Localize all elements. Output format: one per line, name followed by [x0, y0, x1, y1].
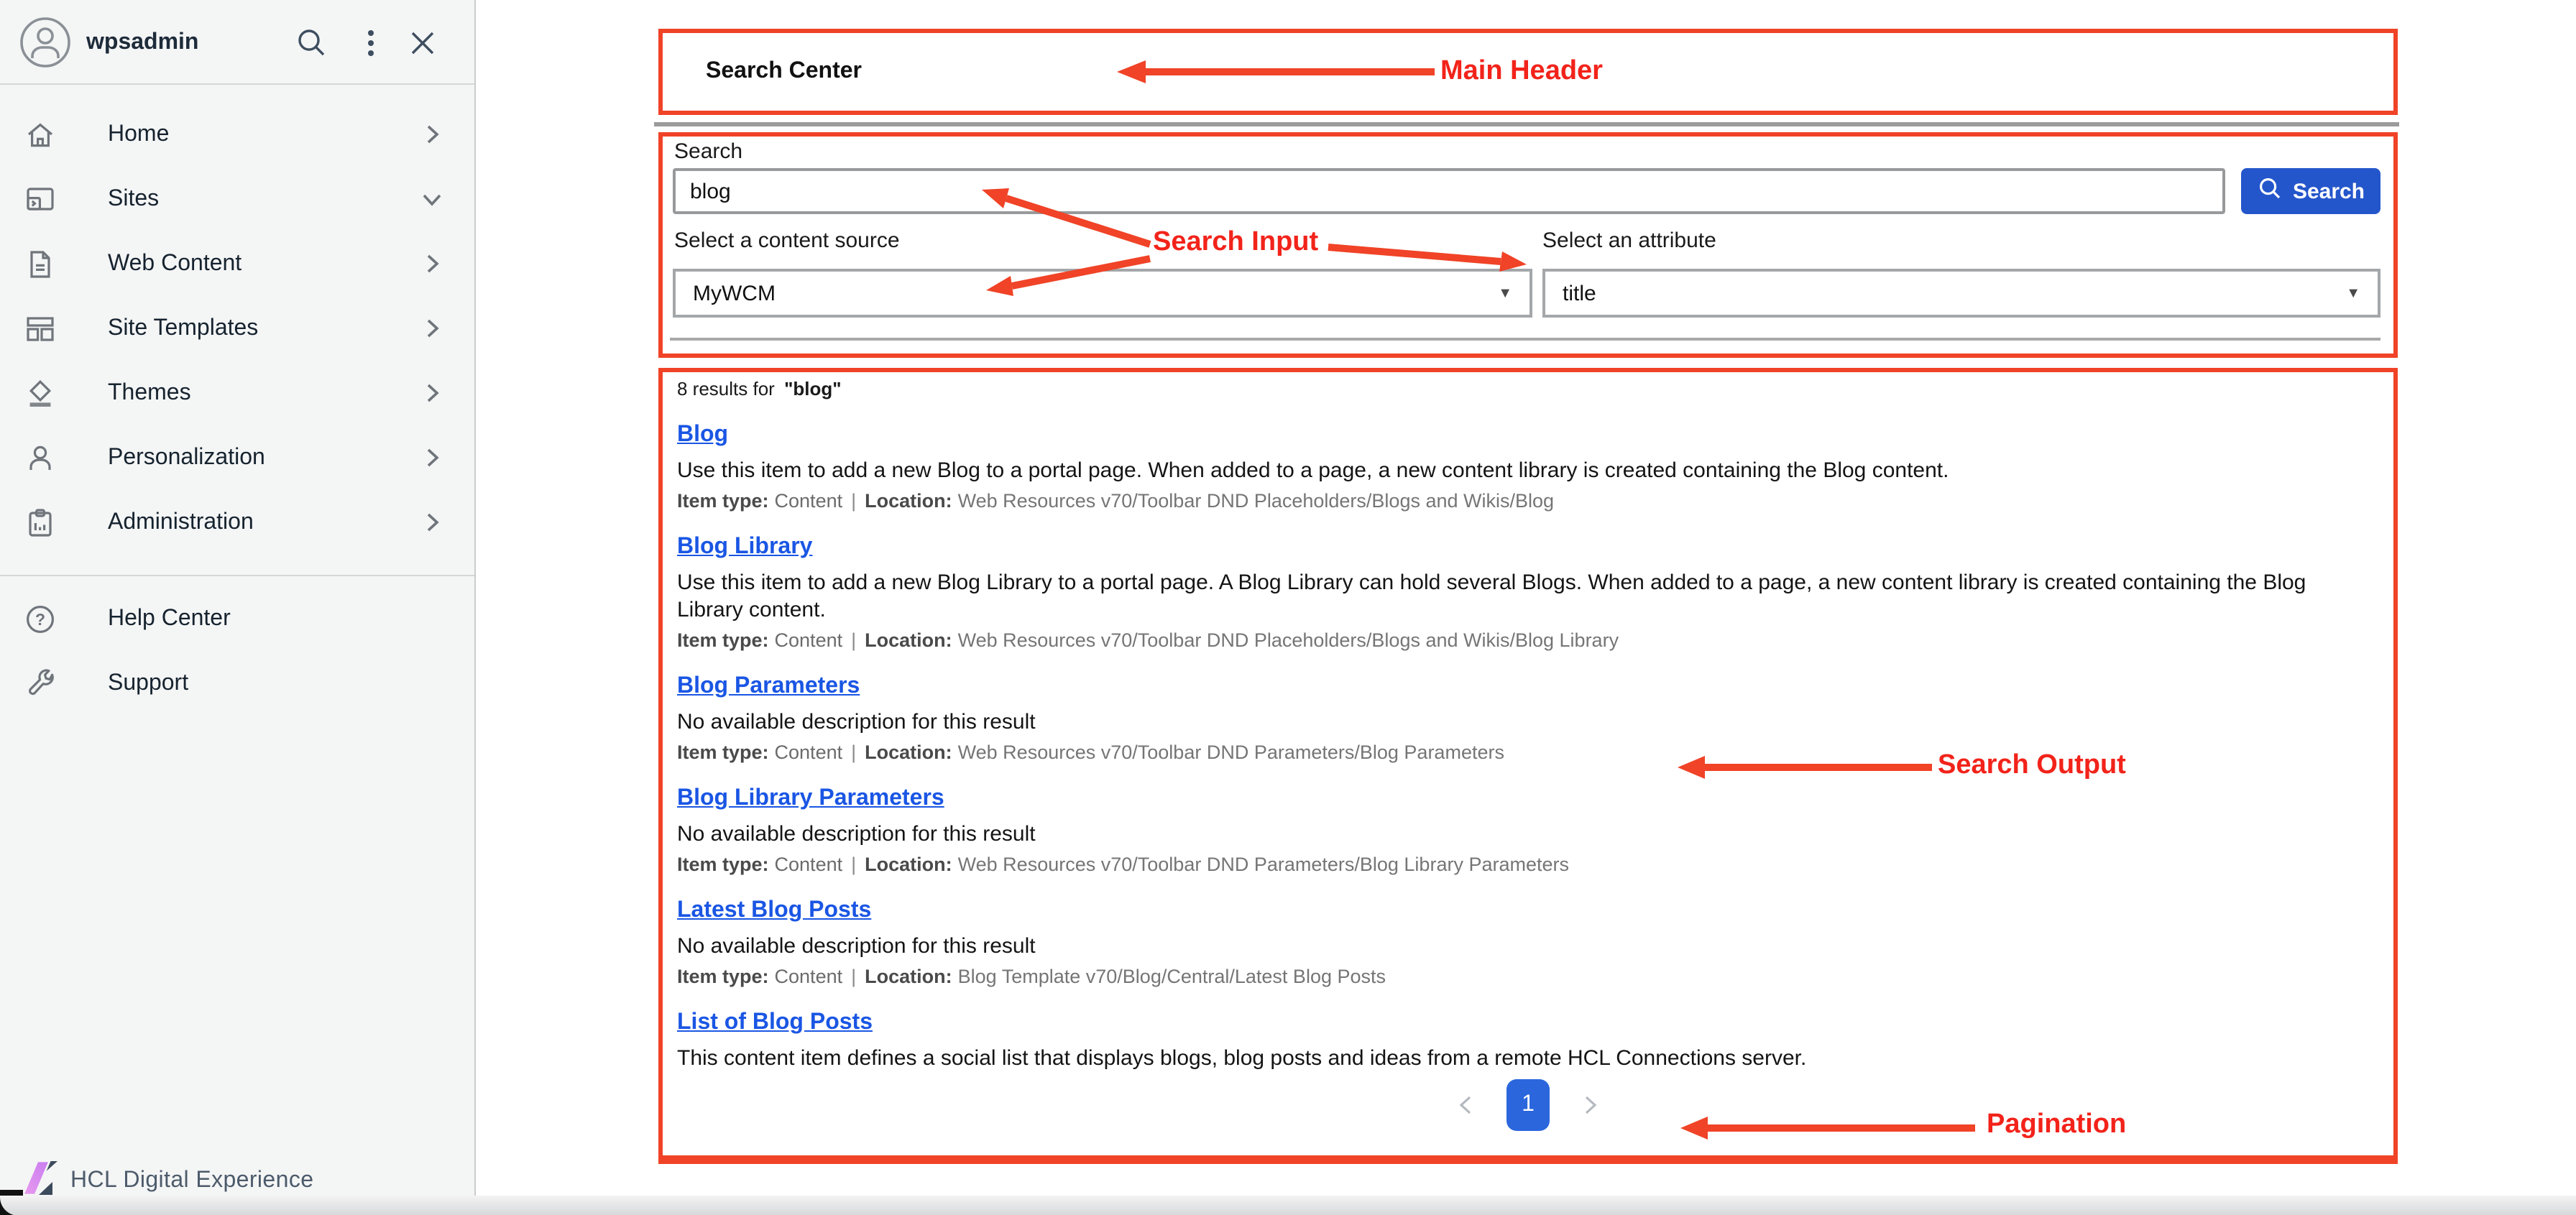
result-description: This content item defines a social list that displays blogs, blog posts and ideas from a remote HCL Connections server. [677, 1046, 1807, 1071]
result-link[interactable]: Blog Library Parameters [677, 786, 944, 810]
search-button-label: Search [2292, 179, 2365, 203]
search-result [677, 1009, 2376, 1072]
sidebar-item-themes[interactable] [0, 361, 474, 425]
dropdown-caret-icon: ▼ [1498, 285, 1512, 301]
search-input[interactable] [673, 168, 2225, 214]
sidebar-header [0, 0, 474, 85]
chevron-right-icon [418, 315, 446, 342]
sidebar-item-label: Administration [108, 509, 254, 534]
svg-text:?: ? [34, 609, 46, 628]
content-source-select[interactable] [673, 269, 1532, 318]
chevron-right-icon [418, 379, 446, 407]
annotation-pagination: Pagination [1987, 1109, 2127, 1140]
content-source-value: MyWCM [693, 281, 776, 305]
sidebar-item-label: Personalization [108, 445, 265, 469]
result-description: No available description for this result [677, 934, 1036, 958]
item-type-label: Item type: [677, 490, 769, 512]
item-type-value: Content [774, 966, 843, 987]
web-content-icon [23, 246, 58, 281]
sidebar-item-label: Help Center [108, 606, 231, 630]
result-description: No available description for this result [677, 710, 1036, 734]
result-link[interactable]: Latest Blog Posts [677, 898, 872, 923]
divider [654, 122, 2399, 126]
meta-separator: | [851, 629, 857, 651]
item-type-value: Content [774, 854, 843, 875]
item-type-value: Content [774, 742, 843, 763]
username: wpsadmin [86, 30, 199, 55]
dropdown-caret-icon: ▼ [2346, 285, 2360, 301]
search-result [677, 785, 2376, 877]
item-type-value: Content [774, 490, 843, 512]
administration-icon [23, 505, 58, 540]
meta-separator: | [851, 854, 857, 875]
page-title: Search Center [706, 59, 862, 83]
sidebar-divider [0, 575, 474, 576]
meta-separator: | [851, 742, 857, 763]
pagination-next-icon[interactable] [1576, 1091, 1604, 1119]
sidebar-item-label: Sites [108, 186, 160, 211]
result-meta [677, 628, 2376, 652]
home-icon [23, 117, 58, 152]
result-meta [677, 489, 2376, 513]
sidebar-item-label: Home [108, 121, 170, 146]
kebab-menu-icon[interactable] [352, 24, 390, 62]
result-link[interactable]: Blog [677, 422, 729, 447]
item-type-label: Item type: [677, 966, 769, 987]
bottom-edge [0, 1196, 2576, 1215]
location-value: Web Resources v70/Toolbar DND Placeholders/Blogs and Wikis/Blog [957, 490, 1555, 512]
result-meta [677, 852, 2376, 877]
search-result [677, 421, 2376, 513]
personalization-icon [23, 440, 58, 475]
search-output-annotation-box [658, 368, 2398, 1164]
search-button-magnifier-icon [2257, 175, 2283, 207]
chevron-right-icon [418, 250, 446, 277]
item-type-label: Item type: [677, 742, 769, 763]
item-type-value: Content [774, 629, 843, 651]
results-summary [677, 378, 842, 399]
attribute-label: Select an attribute [1542, 228, 1716, 253]
search-result [677, 897, 2376, 989]
result-description: Use this item to add a new Blog to a portal page. When added to a page, a new content library is created containing the Blog content. [677, 458, 1949, 483]
close-icon[interactable] [404, 24, 441, 62]
result-link[interactable]: Blog Library [677, 535, 813, 559]
sidebar [0, 0, 476, 1196]
pagination-page-1[interactable]: 1 [1506, 1079, 1550, 1131]
results-summary-term: "blog" [784, 378, 842, 399]
sidebar-item-personalization[interactable] [0, 425, 474, 490]
result-link[interactable]: Blog Parameters [677, 674, 860, 698]
avatar-icon[interactable] [19, 16, 72, 69]
location-label: Location: [865, 966, 952, 987]
results-summary-prefix: 8 results for [677, 378, 775, 399]
sidebar-item-label: Web Content [108, 251, 242, 275]
attribute-select[interactable] [1542, 269, 2380, 318]
logo-text: HCL Digital Experience [70, 1168, 314, 1192]
location-label: Location: [865, 629, 952, 651]
themes-icon [23, 376, 58, 410]
location-value: Web Resources v70/Toolbar DND Placeholders/Blogs and Wikis/Blog Library [957, 629, 1619, 651]
result-description: No available description for this result [677, 822, 1036, 846]
search-label: Search [674, 139, 743, 164]
help-icon [23, 601, 58, 636]
location-label: Location: [865, 854, 952, 875]
annotation-main-header: Main Header [1440, 56, 1603, 86]
result-link[interactable]: List of Blog Posts [677, 1010, 873, 1035]
sidebar-item-label: Themes [108, 380, 191, 405]
magnifier-icon[interactable] [293, 24, 331, 62]
location-value: Web Resources v70/Toolbar DND Parameters/Blog Parameters [957, 742, 1504, 763]
search-button[interactable] [2241, 168, 2380, 214]
annotation-search-input: Search Input [1153, 227, 1319, 257]
meta-separator: | [851, 966, 857, 987]
attribute-value: title [1563, 281, 1596, 305]
chevron-down-icon [418, 185, 446, 213]
result-description: Use this item to add a new Blog Library to a portal page. A Blog Library can hold several Blogs. When added to a page, a new content library is created containing the Blog Library content. [677, 570, 2306, 622]
sidebar-item-administration[interactable] [0, 490, 474, 555]
location-label: Location: [865, 742, 952, 763]
site-templates-icon [23, 311, 58, 346]
pagination-prev-icon[interactable] [1452, 1091, 1481, 1119]
search-result [677, 533, 2376, 652]
chevron-right-icon [418, 121, 446, 148]
item-type-label: Item type: [677, 629, 769, 651]
location-label: Location: [865, 490, 952, 512]
meta-separator: | [851, 490, 857, 512]
sidebar-item-support[interactable] [0, 651, 474, 716]
sidebar-item-label: Site Templates [108, 315, 259, 340]
sidebar-secondary-nav [0, 586, 474, 716]
pagination [663, 1079, 2393, 1131]
sidebar-nav [0, 102, 474, 555]
sidebar-item-site-templates[interactable] [0, 296, 474, 361]
item-type-label: Item type: [677, 854, 769, 875]
location-value: Blog Template v70/Blog/Central/Latest Blog Posts [957, 966, 1386, 987]
sidebar-item-sites[interactable] [0, 167, 474, 231]
divider [670, 338, 2380, 341]
annotation-search-output: Search Output [1938, 750, 2126, 780]
location-value: Web Resources v70/Toolbar DND Parameters/Blog Library Parameters [957, 854, 1569, 875]
result-meta [677, 964, 2376, 989]
chevron-right-icon [418, 509, 446, 536]
sidebar-item-web-content[interactable] [0, 231, 474, 296]
sidebar-item-label: Support [108, 670, 189, 695]
sites-icon [23, 182, 58, 216]
content-source-label: Select a content source [674, 228, 900, 253]
support-wrench-icon [23, 666, 58, 701]
search-input-annotation-box [658, 132, 2398, 358]
sidebar-item-home[interactable] [0, 102, 474, 167]
chevron-right-icon [418, 444, 446, 471]
sidebar-item-help-center[interactable] [0, 586, 474, 651]
